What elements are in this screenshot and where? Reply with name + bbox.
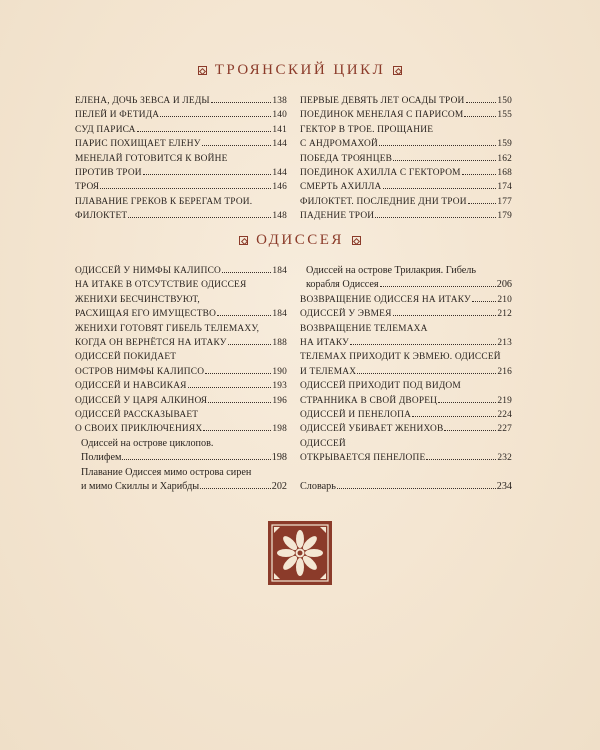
toc-entry[interactable]: ОСТРОВ НИМФЫ КАЛИПСО 190 <box>75 366 287 377</box>
toc-entry[interactable]: ФИЛОКТЕТ. ПОСЛЕДНИЕ ДНИ ТРОИ 177 <box>300 196 512 207</box>
toc-entry-line: ЖЕНИХИ ГОТОВЯТ ГИБЕЛЬ ТЕЛЕМАХУ, <box>75 323 260 334</box>
toc-entry[interactable]: РАСХИЩАЯ ЕГО ИМУЩЕСТВО 184 <box>75 309 287 320</box>
rosette-emblem-icon <box>268 521 332 585</box>
toc-entry[interactable]: корабля Одиссея 206 <box>306 279 512 291</box>
toc-entry[interactable]: ФИЛОКТЕТ 148 <box>75 211 287 222</box>
toc-entry[interactable]: ПОБЕДА ТРОЯНЦЕВ 162 <box>300 153 512 164</box>
toc-entry-line: ЖЕНИХИ БЕСЧИНСТВУЮТ, <box>75 294 200 305</box>
toc-entry[interactable]: ОДИССЕЙ У ЭВМЕЯ 212 <box>300 309 512 320</box>
toc-column-troy-right <box>300 94 512 224</box>
ornament-square-icon <box>198 66 207 75</box>
toc-subsection <box>300 264 512 293</box>
toc-entry[interactable]: С АНДРОМАХОЙ 159 <box>300 139 512 150</box>
toc-subsection <box>75 437 287 495</box>
toc-entry[interactable]: О СВОИХ ПРИКЛЮЧЕНИЯХ 198 <box>75 424 287 435</box>
toc-entry-line: ОДИССЕЙ ПРИХОДИТ ПОД ВИДОМ <box>300 381 461 392</box>
toc-entry-line: НА ИТАКЕ В ОТСУТСТВИЕ ОДИССЕЯ <box>75 280 247 291</box>
section-heading-troy <box>0 62 600 79</box>
toc-entry-line: ОДИССЕЙ ПОКИДАЕТ <box>75 352 177 363</box>
toc-entry[interactable]: ОДИССЕЙ У ЦАРЯ АЛКИНОЯ 196 <box>75 395 287 406</box>
ornament-square-icon <box>393 66 402 75</box>
toc-entry[interactable]: ОДИССЕЙ УБИВАЕТ ЖЕНИХОВ 227 <box>300 424 512 435</box>
toc-entry[interactable]: ПЕЛЕЙ И ФЕТИДА 140 <box>75 110 287 121</box>
toc-entry[interactable]: и мимо Скиллы и Харибды 202 <box>81 481 287 493</box>
toc-entry[interactable]: ПАДЕНИЕ ТРОИ 179 <box>300 211 512 222</box>
toc-entry[interactable]: СМЕРТЬ АХИЛЛА 174 <box>300 182 512 193</box>
toc-entry-line: Одиссей на острове циклопов. <box>81 437 214 449</box>
toc-entry-line: Одиссей на острове Трилакрия. Гибель <box>306 265 477 276</box>
toc-entry-line: ГЕКТОР В ТРОЕ. ПРОЩАНИЕ <box>300 124 434 135</box>
toc-entry-line: МЕНЕЛАЙ ГОТОВИТСЯ К ВОЙНЕ <box>75 153 228 164</box>
toc-entry[interactable]: ВОЗВРАЩЕНИЕ ОДИССЕЯ НА ИТАКУ 210 <box>300 294 512 305</box>
toc-entry[interactable]: КОГДА ОН ВЕРНЁТСЯ НА ИТАКУ 188 <box>75 338 287 349</box>
toc-entry[interactable]: ПОЕДИНОК МЕНЕЛАЯ С ПАРИСОМ 155 <box>300 110 512 121</box>
ornament-square-icon <box>352 236 361 245</box>
toc-column-troy-left <box>75 94 287 224</box>
toc-entry-glossary[interactable]: Словарь 234 <box>300 480 512 492</box>
toc-entry-line: ТЕЛЕМАХ ПРИХОДИТ К ЭВМЕЮ. ОДИССЕЙ <box>300 352 501 363</box>
toc-entry[interactable]: И ТЕЛЕМАХ 216 <box>300 366 512 377</box>
toc-entry[interactable]: СТРАННИКА В СВОЙ ДВОРЕЦ 219 <box>300 395 512 406</box>
ornament-square-icon <box>239 236 248 245</box>
section-title-troy: ТРОЯНСКИЙ ЦИКЛ <box>214 62 386 78</box>
toc-entry[interactable]: ПОЕДИНОК АХИЛЛА С ГЕКТОРОМ 168 <box>300 168 512 179</box>
toc-entry-line: ПЛАВАНИЕ ГРЕКОВ К БЕРЕГАМ ТРОИ. <box>75 196 253 207</box>
toc-entry[interactable]: ПЕРВЫЕ ДЕВЯТЬ ЛЕТ ОСАДЫ ТРОИ 150 <box>300 96 512 106</box>
toc-entry-line: ВОЗВРАЩЕНИЕ ТЕЛЕМАХА <box>300 323 428 334</box>
toc-entry[interactable]: ТРОЯ 146 <box>75 182 287 193</box>
toc-entry[interactable]: ПАРИС ПОХИЩАЕТ ЕЛЕНУ 144 <box>75 139 287 150</box>
toc-entry[interactable]: НА ИТАКУ 213 <box>300 338 512 349</box>
toc-entry[interactable]: ЕЛЕНА, ДОЧЬ ЗЕВСА И ЛЕДЫ 138 <box>75 96 287 106</box>
toc-entry-line: ОДИССЕЙ <box>300 438 346 449</box>
toc-entry[interactable]: Полифем 198 <box>81 452 287 464</box>
toc-entry[interactable]: ОДИССЕЙ У НИМФЫ КАЛИПСО 184 <box>75 266 287 276</box>
toc-entry[interactable]: ОТКРЫВАЕТСЯ ПЕНЕЛОПЕ 232 <box>300 453 512 464</box>
toc-column-odyssey-right <box>300 264 512 494</box>
toc-entry[interactable]: СУД ПАРИСА 141 <box>75 124 287 135</box>
toc-entry-line: Плавание Одиссея мимо острова сирен <box>81 466 252 478</box>
toc-entry-line: ОДИССЕЙ РАССКАЗЫВАЕТ <box>75 410 199 421</box>
toc-entry[interactable]: ОДИССЕЙ И ПЕНЕЛОПА 224 <box>300 410 512 421</box>
section-heading-odyssey <box>0 232 600 249</box>
toc-column-odyssey-left <box>75 264 287 495</box>
section-title-odyssey: ОДИССЕЯ <box>256 232 344 248</box>
toc-entry[interactable]: ОДИССЕЙ И НАВСИКАЯ 193 <box>75 381 287 392</box>
toc-entry[interactable]: ПРОТИВ ТРОИ 144 <box>75 168 287 179</box>
